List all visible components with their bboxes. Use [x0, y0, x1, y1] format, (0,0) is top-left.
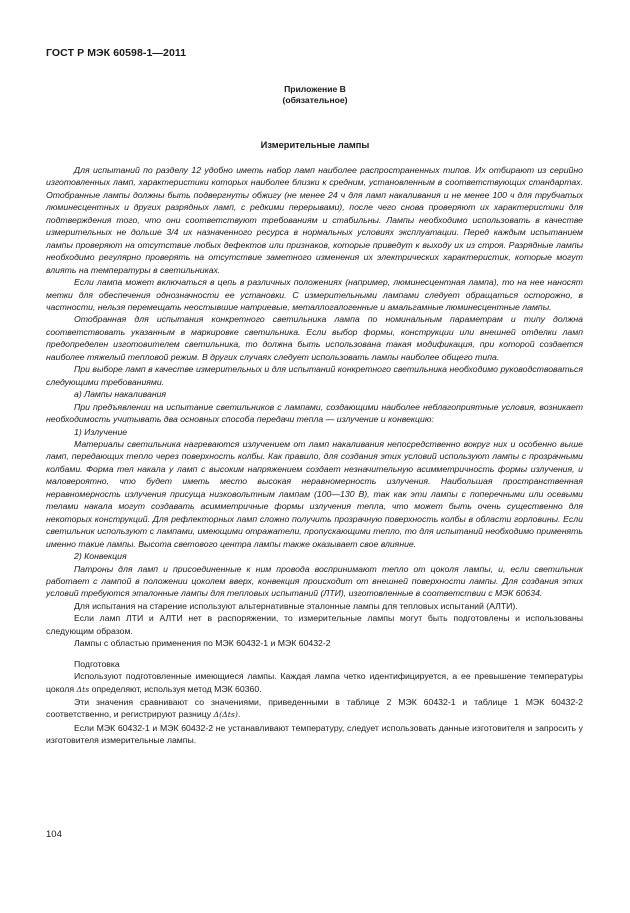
paragraph-comparison [46, 696, 583, 722]
section-title: Измерительные лампы [260, 140, 370, 150]
appendix-title: Приложение В [284, 84, 346, 94]
paragraph-intro: Для испытаний по разделу 12 удобно иметь набор ламп наиболее распространенных типов. Их отбирают из серийно изготовленных ламп, характеристики которых наиболее близки к средним, установленным в соответствующих стандартах. Отобранные лампы должны быть подвергнуты обжигу (не менее 24 ч для ламп накаливания и не менее 100 ч для трубчатых люминесцентных и других разрядных ламп, с редкими перерывами), после чего снова проверяют их характеристики для подтверждения того, что они соответствуют требованиям и стабильны. Лампы необходимо использовать в качестве измерительных не дольше 3/4 их назначенного ресурса в нормальных условиях эксплуатации. Перед каждым испытанием лампы проверяют на отсутствие любых дефектов или признаков, которые приведут к выходу их из строя. Разрядные лампы необходимо регулярно проверять на отсутствие заметного изменения их электрических характеристик, которые могут влиять на температуры в светильниках. [46, 165, 583, 275]
item-convection: 2) Конвекция [74, 551, 127, 562]
paragraph-preparation [46, 670, 583, 696]
paragraph-requirements: При выборе ламп в качестве измерительных и для испытаний конкретного светильника необходимо руководствоваться следующими требованиями. [46, 364, 583, 387]
paragraph-heat-transfer: При предъявлении на испытание светильников с лампами, создающими наиболее неблагоприятные условия, возникает необходимость учитывать два основных способа передачи тепла — излучение и конвекцию: [46, 401, 583, 425]
appendix-status: (обязательное) [282, 95, 348, 105]
body-text [46, 164, 583, 747]
paragraph-radiation: Материалы светильника нагреваются излучением от ламп накаливания непосредственно вокруг них и особенно выше ламп, передающих тепло через поверхность колбы. Как правило, для создания этих условий используют лампы с прозрачными колбами. Форма тел накала у ламп с высоким напряжением создает незначительную асимметричность формы излучения, и маловероятно, что будет иметь место высокая неравномерность излучения. Наибольшая пространственная неравномерность излучения присуща низковольтным лампам (100—130 В), так как эти лампы с поперечными или осевыми телами накала могут создавать асимметричные формы излучения тепла, что может быть очень существенно для некоторых конструкций. Для рефлекторных ламп сложно получить прозрачную поверхность колбы в области горловины. Если светильник используют с лампами, имеющими отражатели, пропускающими тепло, то для испытаний необходимо применять именно такие лампы. Высота светового центра лампы также оказывает свое влияние. [46, 438, 583, 549]
comparison-text-end: . [237, 709, 241, 720]
paragraph-selection: Отобранная для испытания конкретного светильника лампа по номинальным параметрам и типу должна соответствовать указанным в маркировке светильника. Если выбор формы, конструкции или внешней отделки ламп предопределен изготовителем светильника, то должна быть использована такая модификация, при которой создается наиболее тяжелый тепловой режим. В других случаях следует использовать лампы наиболее общего типа. [46, 314, 583, 362]
paragraph-alti: Для испытания на старение используют альтернативные эталонные лампы для тепловых испытаний (АЛТИ). [74, 600, 518, 611]
paragraph-no-lti: Если ламп ЛТИ и АЛТИ нет в распоряжении, то измерительные лампы могут быть подготовлены и использованы следующим образом. [46, 613, 583, 636]
paragraph-convection: Патроны для ламп и присоединенные к ним провода воспринимают тепло от цоколя лампы, и, если светильник работает с лампой в положении цоколем вверх, конвекция происходит от внешней поверхности лампы. Для создания этих условий требуются эталонные лампы для тепловых испытаний (ЛТИ), изготовленные в соответствии с МЭК 60634. [46, 563, 583, 599]
delta-ts-symbol: Δts [76, 684, 90, 694]
item-radiation: 1) Излучение [74, 426, 128, 437]
paragraph-lamp-scope: Лампы с областью применения по МЭК 60432-1 и МЭК 60432-2 [74, 638, 331, 649]
paragraph-preparation-heading: Подготовка [74, 658, 120, 669]
paragraph-manufacturer-data: Если МЭК 60432-1 и МЭК 60432-2 не устанавливают температуру, следует использовать данные изготовителя и запросить у изготовителя измерительные лампы. [46, 722, 583, 746]
item-incandescent: а) Лампы накаливания [74, 389, 167, 400]
preparation-text-start: Используют подготовленные имеющиеся лампы. Каждая лампа четко идентифицируется, а ее превышение температуры цоколя [46, 671, 583, 694]
comparison-text-start: Эти значения сравнивают со значениями, приведенными в таблице 2 МЭК 60432-1 и таблице 1 МЭК 60432-2 соответственно, и регистрируют разницу [46, 697, 583, 720]
paragraph-marking: Если лампа может включаться в цепь в различных положениях (например, люминесцентная лампа), то на нее наносят метки для обеспечения однозначности ее установки. С измерительными лампами следует обращаться осторожно, в частности, нельзя перемещать неостывшие натриевые, металлогалогенные и амальгамные люминесцентные лампы. [46, 277, 583, 312]
document-code-header: ГОСТ Р МЭК 60598-1—2011 [46, 47, 187, 59]
preparation-text-end: определяют, используя метод МЭК 60360. [91, 683, 262, 694]
delta-delta-ts-symbol: Δ(Δts) [213, 710, 238, 720]
page-number: 104 [46, 829, 62, 840]
